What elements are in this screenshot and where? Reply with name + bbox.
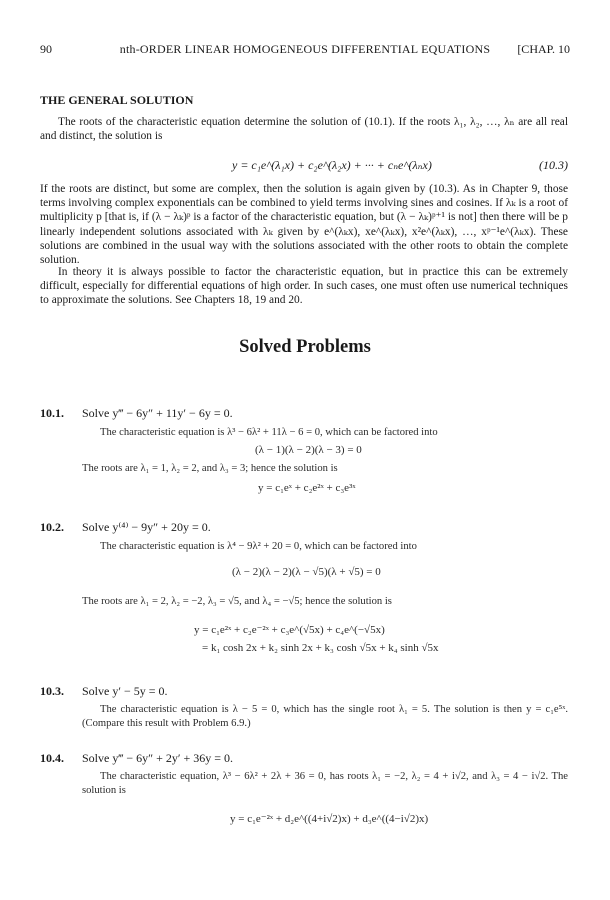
solution-text: The roots are λ₁ = 1, λ₂ = 2, and λ₃ = 3; hence the solution is	[82, 463, 338, 474]
solution-equation-alt: = k₁ cosh 2x + k₂ sinh 2x + k₃ cosh √5x + k₄ sinh √5x	[202, 642, 439, 654]
solution-text: The roots are λ₁ = 2, λ₂ = −2, λ₃ = √5, and λ₄ = −√5; hence the solution is	[82, 596, 392, 607]
solution-text: The characteristic equation is λ − 5 = 0, which has the single root λ₁ = 5. The solution is then y = c₁e⁵ˣ. (Compare this result with Problem 6.9.)	[82, 704, 568, 729]
chapter-label: [CHAP. 10	[517, 42, 570, 56]
equation-general-solution: y = c₁e^(λ₁x) + c₂e^(λ₂x) + ··· + cₙe^(λₙx)	[232, 158, 432, 172]
solution-equation: y = c₁e²ˣ + c₂e⁻²ˣ + c₃e^(√5x) + c₄e^(−√5x)	[194, 624, 385, 636]
problem-number: 10.2.	[40, 520, 64, 534]
problem-number: 10.3.	[40, 684, 64, 698]
factored-equation: (λ − 1)(λ − 2)(λ − 3) = 0	[255, 444, 362, 456]
running-header	[40, 42, 570, 58]
problem-statement: Solve y‴ − 6y″ + 2y′ + 36y = 0.	[82, 751, 234, 765]
solution-text: The characteristic equation is λ³ − 6λ² + 11λ − 6 = 0, which can be factored into	[100, 427, 438, 438]
solved-problems-heading: Solved Problems	[239, 337, 371, 357]
problem-statement: Solve y⁽⁴⁾ − 9y″ + 20y = 0.	[82, 520, 211, 534]
section-heading: THE GENERAL SOLUTION	[40, 93, 194, 107]
paragraph-complex-roots: If the roots are distinct, but some are complex, then the solution is again given by (10.3). As in Chapter 9, those terms involving complex exponentials can be combined to yield terms involving sines and cosines. If λₖ is a root of multiplicity p [that is, if (λ − λₖ)ᵖ is a factor of the characteristic equation, but (λ − λₖ)ᵖ⁺¹ is not] then there will be p linearly independent solutions associated with λₖ given by e^(λₖx), xe^(λₖx), x²e^(λₖx), …, xᵖ⁻¹e^(λₖx). These solutions are combined in the usual way with the solutions associated with the other roots to obtain the complete solution.	[40, 183, 568, 267]
solution-equation: y = c₁e⁻²ˣ + d₂e^((4+i√2)x) + d₃e^((4−i√2)x)	[230, 813, 429, 825]
paragraph-intro: The roots of the characteristic equation determine the solution of (10.1). If the roots λ₁, λ₂, …, λₙ are all real and distinct, the solution is	[40, 116, 568, 143]
problem-statement: Solve y‴ − 6y″ + 11y′ − 6y = 0.	[82, 406, 233, 420]
solution-text: The characteristic equation, λ³ − 6λ² + 2λ + 36 = 0, has roots λ₁ = −2, λ₂ = 4 + i√2, and λ₃ = 4 − i√2. The solution is	[82, 771, 568, 796]
paragraph-factoring: In theory it is always possible to factor the characteristic equation, but in practice this can be extremely difficult, especially for differential equations of high order. In such cases, one must often use numerical techniques to approximate the solutions. See Chapters 18, 19 and 20.	[40, 266, 568, 307]
page-number: 90	[40, 42, 52, 56]
factored-equation: (λ − 2)(λ − 2)(λ − √5)(λ + √5) = 0	[232, 566, 381, 578]
problem-statement: Solve y′ − 5y = 0.	[82, 684, 168, 698]
problem-number: 10.1.	[40, 406, 64, 420]
problem-number: 10.4.	[40, 751, 64, 765]
running-title: nth-ORDER LINEAR HOMOGENEOUS DIFFERENTIAL EQUATIONS	[119, 42, 491, 56]
solution-text: The characteristic equation is λ⁴ − 9λ² + 20 = 0, which can be factored into	[100, 541, 417, 552]
equation-number: (10.3)	[539, 158, 568, 172]
solution-equation: y = c₁eˣ + c₂e²ˣ + c₃e³ˣ	[258, 482, 356, 494]
